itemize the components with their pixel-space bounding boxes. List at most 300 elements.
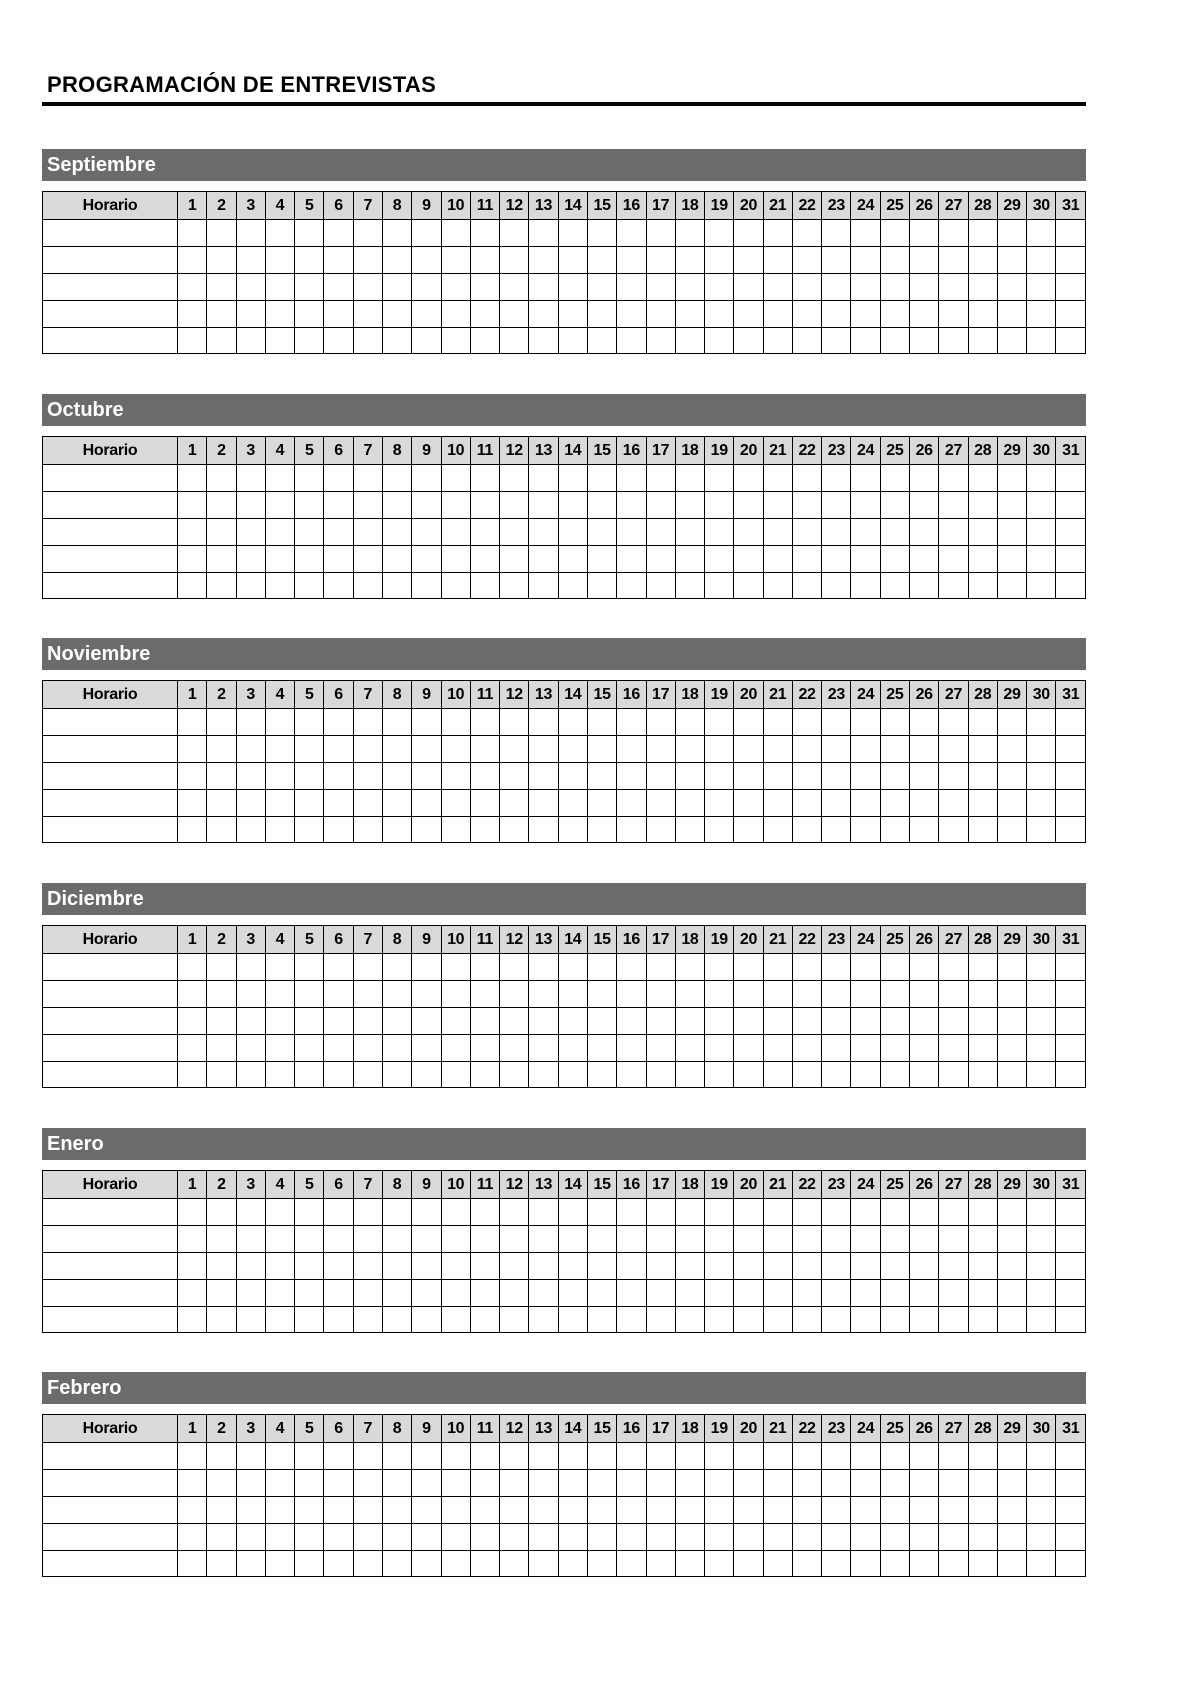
day-cell[interactable] xyxy=(939,1007,968,1034)
day-cell[interactable] xyxy=(880,1550,909,1577)
day-cell[interactable] xyxy=(1027,327,1056,354)
day-cell[interactable] xyxy=(353,1199,382,1226)
day-cell[interactable] xyxy=(675,1550,704,1577)
day-cell[interactable] xyxy=(353,465,382,492)
day-cell[interactable] xyxy=(236,1496,265,1523)
day-cell[interactable] xyxy=(207,1279,236,1306)
day-cell[interactable] xyxy=(178,954,207,981)
day-cell[interactable] xyxy=(441,1306,470,1333)
day-cell[interactable] xyxy=(822,1252,851,1279)
day-cell[interactable] xyxy=(968,762,997,789)
day-cell[interactable] xyxy=(939,762,968,789)
day-cell[interactable] xyxy=(500,789,529,816)
day-cell[interactable] xyxy=(763,1007,792,1034)
day-cell[interactable] xyxy=(558,1225,587,1252)
day-cell[interactable] xyxy=(353,300,382,327)
day-cell[interactable] xyxy=(880,1523,909,1550)
day-cell[interactable] xyxy=(968,980,997,1007)
day-cell[interactable] xyxy=(265,327,294,354)
day-cell[interactable] xyxy=(295,1279,324,1306)
day-cell[interactable] xyxy=(529,1306,558,1333)
day-cell[interactable] xyxy=(763,1523,792,1550)
day-cell[interactable] xyxy=(617,1061,646,1088)
day-cell[interactable] xyxy=(558,1306,587,1333)
day-cell[interactable] xyxy=(324,273,353,300)
day-cell[interactable] xyxy=(265,816,294,843)
day-cell[interactable] xyxy=(558,980,587,1007)
day-cell[interactable] xyxy=(207,1306,236,1333)
day-cell[interactable] xyxy=(587,220,616,247)
day-cell[interactable] xyxy=(822,762,851,789)
day-cell[interactable] xyxy=(265,518,294,545)
day-cell[interactable] xyxy=(265,1252,294,1279)
day-cell[interactable] xyxy=(705,220,734,247)
day-cell[interactable] xyxy=(705,545,734,572)
day-cell[interactable] xyxy=(382,735,411,762)
day-cell[interactable] xyxy=(470,545,499,572)
day-cell[interactable] xyxy=(265,1007,294,1034)
horario-cell[interactable] xyxy=(43,1007,178,1034)
day-cell[interactable] xyxy=(207,327,236,354)
day-cell[interactable] xyxy=(1056,954,1086,981)
day-cell[interactable] xyxy=(851,1306,880,1333)
day-cell[interactable] xyxy=(324,1225,353,1252)
day-cell[interactable] xyxy=(412,1252,441,1279)
day-cell[interactable] xyxy=(558,1550,587,1577)
day-cell[interactable] xyxy=(675,1007,704,1034)
day-cell[interactable] xyxy=(617,735,646,762)
day-cell[interactable] xyxy=(646,273,675,300)
day-cell[interactable] xyxy=(910,789,939,816)
day-cell[interactable] xyxy=(646,220,675,247)
day-cell[interactable] xyxy=(558,572,587,599)
day-cell[interactable] xyxy=(705,735,734,762)
day-cell[interactable] xyxy=(646,816,675,843)
day-cell[interactable] xyxy=(295,762,324,789)
day-cell[interactable] xyxy=(470,465,499,492)
day-cell[interactable] xyxy=(822,1007,851,1034)
day-cell[interactable] xyxy=(529,1443,558,1470)
day-cell[interactable] xyxy=(880,1252,909,1279)
day-cell[interactable] xyxy=(441,1496,470,1523)
day-cell[interactable] xyxy=(587,1496,616,1523)
day-cell[interactable] xyxy=(646,1523,675,1550)
day-cell[interactable] xyxy=(792,1034,821,1061)
day-cell[interactable] xyxy=(968,1443,997,1470)
day-cell[interactable] xyxy=(470,518,499,545)
day-cell[interactable] xyxy=(236,1523,265,1550)
day-cell[interactable] xyxy=(236,572,265,599)
day-cell[interactable] xyxy=(734,762,763,789)
day-cell[interactable] xyxy=(705,1061,734,1088)
day-cell[interactable] xyxy=(587,1252,616,1279)
day-cell[interactable] xyxy=(734,789,763,816)
day-cell[interactable] xyxy=(178,1279,207,1306)
day-cell[interactable] xyxy=(178,816,207,843)
day-cell[interactable] xyxy=(207,709,236,736)
day-cell[interactable] xyxy=(324,1199,353,1226)
day-cell[interactable] xyxy=(792,1496,821,1523)
day-cell[interactable] xyxy=(382,1199,411,1226)
day-cell[interactable] xyxy=(178,1007,207,1034)
day-cell[interactable] xyxy=(997,1061,1026,1088)
day-cell[interactable] xyxy=(207,1034,236,1061)
day-cell[interactable] xyxy=(617,246,646,273)
day-cell[interactable] xyxy=(265,1306,294,1333)
day-cell[interactable] xyxy=(236,1199,265,1226)
day-cell[interactable] xyxy=(587,327,616,354)
day-cell[interactable] xyxy=(529,1496,558,1523)
day-cell[interactable] xyxy=(968,273,997,300)
day-cell[interactable] xyxy=(265,300,294,327)
horario-cell[interactable] xyxy=(43,980,178,1007)
day-cell[interactable] xyxy=(851,572,880,599)
day-cell[interactable] xyxy=(763,1443,792,1470)
horario-cell[interactable] xyxy=(43,300,178,327)
day-cell[interactable] xyxy=(178,518,207,545)
day-cell[interactable] xyxy=(412,1034,441,1061)
day-cell[interactable] xyxy=(705,491,734,518)
day-cell[interactable] xyxy=(441,491,470,518)
day-cell[interactable] xyxy=(997,954,1026,981)
day-cell[interactable] xyxy=(470,735,499,762)
day-cell[interactable] xyxy=(939,1061,968,1088)
day-cell[interactable] xyxy=(353,1523,382,1550)
day-cell[interactable] xyxy=(763,1496,792,1523)
day-cell[interactable] xyxy=(939,491,968,518)
day-cell[interactable] xyxy=(880,980,909,1007)
day-cell[interactable] xyxy=(910,518,939,545)
day-cell[interactable] xyxy=(910,1469,939,1496)
day-cell[interactable] xyxy=(792,954,821,981)
day-cell[interactable] xyxy=(675,1225,704,1252)
day-cell[interactable] xyxy=(295,1061,324,1088)
day-cell[interactable] xyxy=(851,491,880,518)
day-cell[interactable] xyxy=(851,709,880,736)
day-cell[interactable] xyxy=(968,1496,997,1523)
day-cell[interactable] xyxy=(939,1034,968,1061)
day-cell[interactable] xyxy=(705,709,734,736)
day-cell[interactable] xyxy=(1027,1496,1056,1523)
day-cell[interactable] xyxy=(324,1550,353,1577)
day-cell[interactable] xyxy=(1027,735,1056,762)
day-cell[interactable] xyxy=(207,980,236,1007)
horario-cell[interactable] xyxy=(43,1061,178,1088)
day-cell[interactable] xyxy=(178,735,207,762)
day-cell[interactable] xyxy=(822,1061,851,1088)
day-cell[interactable] xyxy=(324,300,353,327)
day-cell[interactable] xyxy=(705,1550,734,1577)
day-cell[interactable] xyxy=(675,246,704,273)
day-cell[interactable] xyxy=(968,709,997,736)
day-cell[interactable] xyxy=(792,1199,821,1226)
day-cell[interactable] xyxy=(617,980,646,1007)
day-cell[interactable] xyxy=(529,220,558,247)
day-cell[interactable] xyxy=(968,1306,997,1333)
day-cell[interactable] xyxy=(617,954,646,981)
day-cell[interactable] xyxy=(412,980,441,1007)
day-cell[interactable] xyxy=(295,465,324,492)
day-cell[interactable] xyxy=(734,1523,763,1550)
day-cell[interactable] xyxy=(470,1496,499,1523)
day-cell[interactable] xyxy=(587,465,616,492)
day-cell[interactable] xyxy=(792,465,821,492)
day-cell[interactable] xyxy=(675,465,704,492)
day-cell[interactable] xyxy=(382,789,411,816)
day-cell[interactable] xyxy=(412,1279,441,1306)
day-cell[interactable] xyxy=(353,273,382,300)
horario-cell[interactable] xyxy=(43,572,178,599)
day-cell[interactable] xyxy=(997,1443,1026,1470)
day-cell[interactable] xyxy=(295,491,324,518)
day-cell[interactable] xyxy=(236,816,265,843)
day-cell[interactable] xyxy=(675,220,704,247)
day-cell[interactable] xyxy=(675,1469,704,1496)
day-cell[interactable] xyxy=(617,1306,646,1333)
day-cell[interactable] xyxy=(910,465,939,492)
day-cell[interactable] xyxy=(792,327,821,354)
day-cell[interactable] xyxy=(558,1007,587,1034)
day-cell[interactable] xyxy=(265,1061,294,1088)
day-cell[interactable] xyxy=(822,1469,851,1496)
day-cell[interactable] xyxy=(500,273,529,300)
day-cell[interactable] xyxy=(1056,1523,1086,1550)
day-cell[interactable] xyxy=(705,1496,734,1523)
day-cell[interactable] xyxy=(324,789,353,816)
day-cell[interactable] xyxy=(412,709,441,736)
day-cell[interactable] xyxy=(968,1279,997,1306)
horario-cell[interactable] xyxy=(43,1225,178,1252)
day-cell[interactable] xyxy=(412,1007,441,1034)
day-cell[interactable] xyxy=(265,1034,294,1061)
day-cell[interactable] xyxy=(1027,816,1056,843)
day-cell[interactable] xyxy=(880,762,909,789)
day-cell[interactable] xyxy=(529,954,558,981)
day-cell[interactable] xyxy=(207,518,236,545)
day-cell[interactable] xyxy=(646,980,675,1007)
day-cell[interactable] xyxy=(675,1199,704,1226)
day-cell[interactable] xyxy=(675,327,704,354)
day-cell[interactable] xyxy=(1027,980,1056,1007)
day-cell[interactable] xyxy=(997,1306,1026,1333)
day-cell[interactable] xyxy=(236,1550,265,1577)
day-cell[interactable] xyxy=(763,246,792,273)
day-cell[interactable] xyxy=(1027,491,1056,518)
day-cell[interactable] xyxy=(470,1279,499,1306)
day-cell[interactable] xyxy=(441,954,470,981)
day-cell[interactable] xyxy=(792,246,821,273)
day-cell[interactable] xyxy=(324,735,353,762)
day-cell[interactable] xyxy=(851,1034,880,1061)
day-cell[interactable] xyxy=(851,789,880,816)
day-cell[interactable] xyxy=(792,1225,821,1252)
day-cell[interactable] xyxy=(646,491,675,518)
day-cell[interactable] xyxy=(997,518,1026,545)
day-cell[interactable] xyxy=(822,1279,851,1306)
day-cell[interactable] xyxy=(851,327,880,354)
day-cell[interactable] xyxy=(441,1007,470,1034)
day-cell[interactable] xyxy=(1027,1061,1056,1088)
day-cell[interactable] xyxy=(295,300,324,327)
day-cell[interactable] xyxy=(675,954,704,981)
day-cell[interactable] xyxy=(617,1469,646,1496)
day-cell[interactable] xyxy=(236,545,265,572)
day-cell[interactable] xyxy=(236,1061,265,1088)
day-cell[interactable] xyxy=(295,954,324,981)
day-cell[interactable] xyxy=(705,980,734,1007)
day-cell[interactable] xyxy=(851,1061,880,1088)
day-cell[interactable] xyxy=(587,1550,616,1577)
day-cell[interactable] xyxy=(734,816,763,843)
day-cell[interactable] xyxy=(236,1034,265,1061)
day-cell[interactable] xyxy=(1027,246,1056,273)
day-cell[interactable] xyxy=(910,491,939,518)
day-cell[interactable] xyxy=(412,762,441,789)
day-cell[interactable] xyxy=(353,1443,382,1470)
day-cell[interactable] xyxy=(1027,273,1056,300)
day-cell[interactable] xyxy=(646,1279,675,1306)
day-cell[interactable] xyxy=(441,572,470,599)
day-cell[interactable] xyxy=(675,1306,704,1333)
day-cell[interactable] xyxy=(441,1061,470,1088)
day-cell[interactable] xyxy=(558,246,587,273)
day-cell[interactable] xyxy=(529,1523,558,1550)
day-cell[interactable] xyxy=(529,1252,558,1279)
day-cell[interactable] xyxy=(324,1034,353,1061)
day-cell[interactable] xyxy=(646,1034,675,1061)
day-cell[interactable] xyxy=(705,816,734,843)
day-cell[interactable] xyxy=(646,954,675,981)
day-cell[interactable] xyxy=(470,789,499,816)
day-cell[interactable] xyxy=(1027,572,1056,599)
day-cell[interactable] xyxy=(412,491,441,518)
day-cell[interactable] xyxy=(734,273,763,300)
day-cell[interactable] xyxy=(705,246,734,273)
day-cell[interactable] xyxy=(412,1306,441,1333)
day-cell[interactable] xyxy=(763,816,792,843)
day-cell[interactable] xyxy=(295,1496,324,1523)
day-cell[interactable] xyxy=(178,1252,207,1279)
day-cell[interactable] xyxy=(295,1306,324,1333)
day-cell[interactable] xyxy=(763,1225,792,1252)
day-cell[interactable] xyxy=(734,518,763,545)
day-cell[interactable] xyxy=(1056,1496,1086,1523)
day-cell[interactable] xyxy=(1056,246,1086,273)
day-cell[interactable] xyxy=(675,572,704,599)
day-cell[interactable] xyxy=(412,789,441,816)
day-cell[interactable] xyxy=(587,545,616,572)
day-cell[interactable] xyxy=(1056,816,1086,843)
day-cell[interactable] xyxy=(734,545,763,572)
day-cell[interactable] xyxy=(763,273,792,300)
day-cell[interactable] xyxy=(646,518,675,545)
day-cell[interactable] xyxy=(178,1550,207,1577)
day-cell[interactable] xyxy=(529,1199,558,1226)
day-cell[interactable] xyxy=(558,1034,587,1061)
day-cell[interactable] xyxy=(822,1443,851,1470)
day-cell[interactable] xyxy=(382,762,411,789)
day-cell[interactable] xyxy=(529,1279,558,1306)
day-cell[interactable] xyxy=(880,572,909,599)
day-cell[interactable] xyxy=(295,572,324,599)
day-cell[interactable] xyxy=(1027,789,1056,816)
day-cell[interactable] xyxy=(822,980,851,1007)
day-cell[interactable] xyxy=(792,709,821,736)
day-cell[interactable] xyxy=(822,1550,851,1577)
day-cell[interactable] xyxy=(382,1469,411,1496)
day-cell[interactable] xyxy=(792,1061,821,1088)
day-cell[interactable] xyxy=(324,572,353,599)
day-cell[interactable] xyxy=(997,300,1026,327)
day-cell[interactable] xyxy=(529,1007,558,1034)
day-cell[interactable] xyxy=(792,300,821,327)
day-cell[interactable] xyxy=(236,789,265,816)
day-cell[interactable] xyxy=(353,1550,382,1577)
day-cell[interactable] xyxy=(880,1306,909,1333)
day-cell[interactable] xyxy=(529,273,558,300)
day-cell[interactable] xyxy=(353,1306,382,1333)
day-cell[interactable] xyxy=(412,518,441,545)
day-cell[interactable] xyxy=(412,246,441,273)
day-cell[interactable] xyxy=(178,572,207,599)
day-cell[interactable] xyxy=(265,572,294,599)
day-cell[interactable] xyxy=(763,518,792,545)
day-cell[interactable] xyxy=(470,980,499,1007)
day-cell[interactable] xyxy=(178,1469,207,1496)
day-cell[interactable] xyxy=(1056,300,1086,327)
day-cell[interactable] xyxy=(880,1469,909,1496)
day-cell[interactable] xyxy=(529,491,558,518)
day-cell[interactable] xyxy=(1056,327,1086,354)
day-cell[interactable] xyxy=(910,1199,939,1226)
day-cell[interactable] xyxy=(851,545,880,572)
day-cell[interactable] xyxy=(265,273,294,300)
day-cell[interactable] xyxy=(1027,545,1056,572)
day-cell[interactable] xyxy=(792,1306,821,1333)
day-cell[interactable] xyxy=(880,735,909,762)
horario-cell[interactable] xyxy=(43,246,178,273)
day-cell[interactable] xyxy=(412,1496,441,1523)
day-cell[interactable] xyxy=(178,246,207,273)
day-cell[interactable] xyxy=(441,220,470,247)
day-cell[interactable] xyxy=(880,1199,909,1226)
day-cell[interactable] xyxy=(734,1469,763,1496)
day-cell[interactable] xyxy=(587,735,616,762)
day-cell[interactable] xyxy=(207,572,236,599)
day-cell[interactable] xyxy=(792,220,821,247)
day-cell[interactable] xyxy=(792,545,821,572)
day-cell[interactable] xyxy=(353,572,382,599)
day-cell[interactable] xyxy=(529,789,558,816)
day-cell[interactable] xyxy=(324,465,353,492)
day-cell[interactable] xyxy=(529,1034,558,1061)
day-cell[interactable] xyxy=(763,1469,792,1496)
day-cell[interactable] xyxy=(529,300,558,327)
day-cell[interactable] xyxy=(412,1225,441,1252)
day-cell[interactable] xyxy=(178,491,207,518)
day-cell[interactable] xyxy=(617,1550,646,1577)
day-cell[interactable] xyxy=(382,491,411,518)
day-cell[interactable] xyxy=(1056,1007,1086,1034)
day-cell[interactable] xyxy=(265,1550,294,1577)
day-cell[interactable] xyxy=(910,1496,939,1523)
day-cell[interactable] xyxy=(792,1007,821,1034)
day-cell[interactable] xyxy=(851,1550,880,1577)
day-cell[interactable] xyxy=(763,545,792,572)
day-cell[interactable] xyxy=(441,1252,470,1279)
day-cell[interactable] xyxy=(646,1496,675,1523)
day-cell[interactable] xyxy=(500,1007,529,1034)
